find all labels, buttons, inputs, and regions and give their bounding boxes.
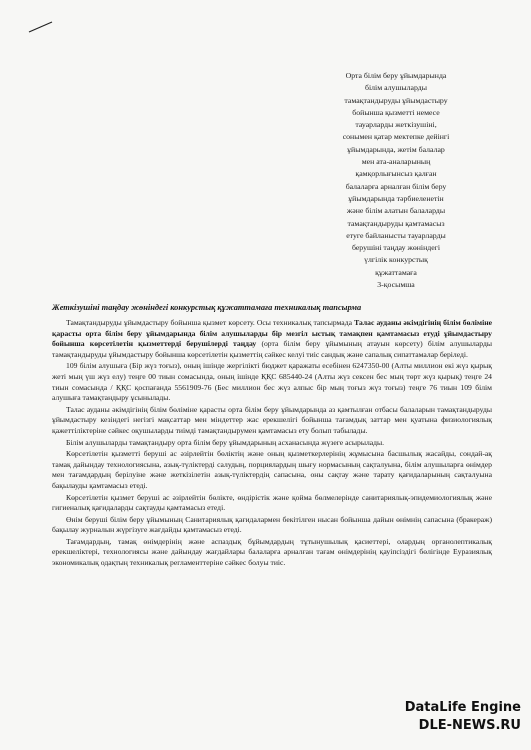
paragraph-quality-journal: Өнім беруші білім беру ұйымының Санитариялық қағидалармен бекітілген нысан бойынша дайын өнімнің сапасына (бракераж) бақылау журналын жүргізуге жағдайды қамтамасыз етеді. (52, 514, 492, 535)
paragraph-sanitary: Көрсетілетін қызмет беруші ас әзірлейтін бөлікте, өндірістік және қойма бөлмелерінде санитариялық-эпидемиологиялық және гигиеналық қағидаларды сақтауды қамтамасыз етеді. (52, 492, 492, 513)
annex-line: құжаттамаға (375, 267, 417, 277)
annex-line: Орта білім беру ұйымдарында (345, 71, 447, 80)
annex-note (340, 70, 452, 291)
watermark-line-2: DLE-NEWS.RU (418, 718, 521, 733)
pen-stroke-mark (28, 20, 54, 34)
annex-line: білім алушыларды (365, 83, 427, 93)
annex-line: қамқорлығынсыз қалған (355, 169, 437, 179)
annex-line: тамақтандыруды қамтамасыз (347, 218, 445, 228)
paragraph-intro-lead: Тамақтандыруды ұйымдастыру бойынша қызмет көрсету. Осы техникалық тапсырмада (66, 318, 352, 327)
document-heading: Жеткізушіні таңдау жөніндегі конкурстық құжаттамаға техникалық тапсырма (52, 303, 362, 312)
annex-line: бойынша қызметті немесе (352, 107, 440, 117)
watermark (351, 700, 521, 734)
paragraph-budget: 109 білім алушыға (Бір жүз тоғыз), оның ішінде жергілікті бюджет қаражаты есебінен 6247350-00 (Алты миллион екі жүз қырық жеті мың үш жүз елу) теңге 00 тиын сомасында, оның ішінде ҚҚС 685440-24 (Алты жүз сексен бес мың төрт жүз қырық) теңге 24 тиын сомасында / ҚҚС қоспағанда 5561909-76 (Бес миллион бес жүз алпыс бір мың тоғыз жүз тоғыз) теңге 76 тиын 109 білім алушыға тамақтандыру ұсынылады. (52, 361, 492, 403)
annex-line: берушіні таңдау жөніндегі (351, 243, 441, 253)
paragraph-regulations: Тағамдардың, тамақ өнімдерінің және аспаздық бұйымдардың тұтынушылық қасиеттері, олардың органолептикалық ерекшеліктері, технологиясы және дайындау жағдайлары балаларға арналған тағам өнімдерінің қауіпсіздігі бөлігінде Еуразиялық экономикалық одақтың техникалық регламенттеріне сәйкес болуы тиіс. (52, 536, 492, 568)
annex-line: мен ата-аналарының (361, 157, 431, 167)
document-body (52, 318, 492, 569)
paragraph-goals: Талас ауданы әкімдігінің білім бөліміне қарасты орта білім беру ұйымдарында аз қамтылған отбасы балаларын тамақтандыруды ұйымдастыру кезіндегі негізгі мақсаттар мен міндеттер жас ерекшелігі бойынша тағамдық заттар мен қуатына физиологиялық қажеттіліктеріне сәйкес оқушыларды тиімді тамақтандырумен қамтамасыз ету болып табылады. (52, 404, 492, 435)
annex-line: балаларға арналған білім беру (345, 181, 447, 191)
paragraph-intro (52, 318, 492, 360)
annex-line: ұйымдарында, жетім балалар (347, 144, 445, 154)
paragraph-supervision: Көрсетілетін қызметті беруші ас әзірлейтін бөліктің және оның қызметкерлерінің жұмысына басшылық жасайды, сондай-ақ тамақ дайындау технологиясына, азық-түліктерді салудың, порциялардың шығу нормасының сақталуына, білім алушыларға өнімдер мен тағамдардың берілуіне және жеткізілетін азық-түліктердің сапасына, оны сақтау және тарату қағидаларының сақталуына бақылауды қамтамасыз етеді. (52, 449, 492, 490)
annex-line: 3-қосымша (377, 280, 415, 290)
annex-line: үлгілік конкурстық (364, 255, 428, 265)
annex-line: тамақтандыруды ұйымдастыру (344, 95, 448, 105)
annex-line: сонымен қатар мектепке дейінгі (342, 132, 450, 142)
annex-line: етуге байланысты тауарларды (346, 230, 446, 240)
paragraph-intro-bold: Талас ауданы әкімдігінің білім бөліміне қарасты орта білім беру ұйымдарында білім алушыларды бір мезгіл ыстық тамақпен қамтамасыз етуді ұйымдастыру бойынша көрсетілетін қызметтерді берушілерді таңдау (52, 318, 492, 349)
paragraph-intro-tail: (орта білім беру ұйымының атауын көрсету) білім алушыларды тамақтандыруды ұйымдастыру бойынша көрсетілетін қызметтің сәйкес келуі тиіс сандық және сапалық сипаттамалар беріледі. (52, 339, 492, 359)
annex-line: тауарларды жеткізушіні, (355, 120, 437, 130)
watermark-line-1: DataLife Engine (404, 700, 521, 715)
paragraph-canteen: Білім алушыларды тамақтандыру орта білім беру ұйымдарының асханасында жүзеге асырылады. (66, 437, 385, 447)
annex-line: ұйымдарында тәрбиеленетін (348, 193, 444, 203)
annex-line: және білім алатын балаларды (346, 206, 446, 216)
